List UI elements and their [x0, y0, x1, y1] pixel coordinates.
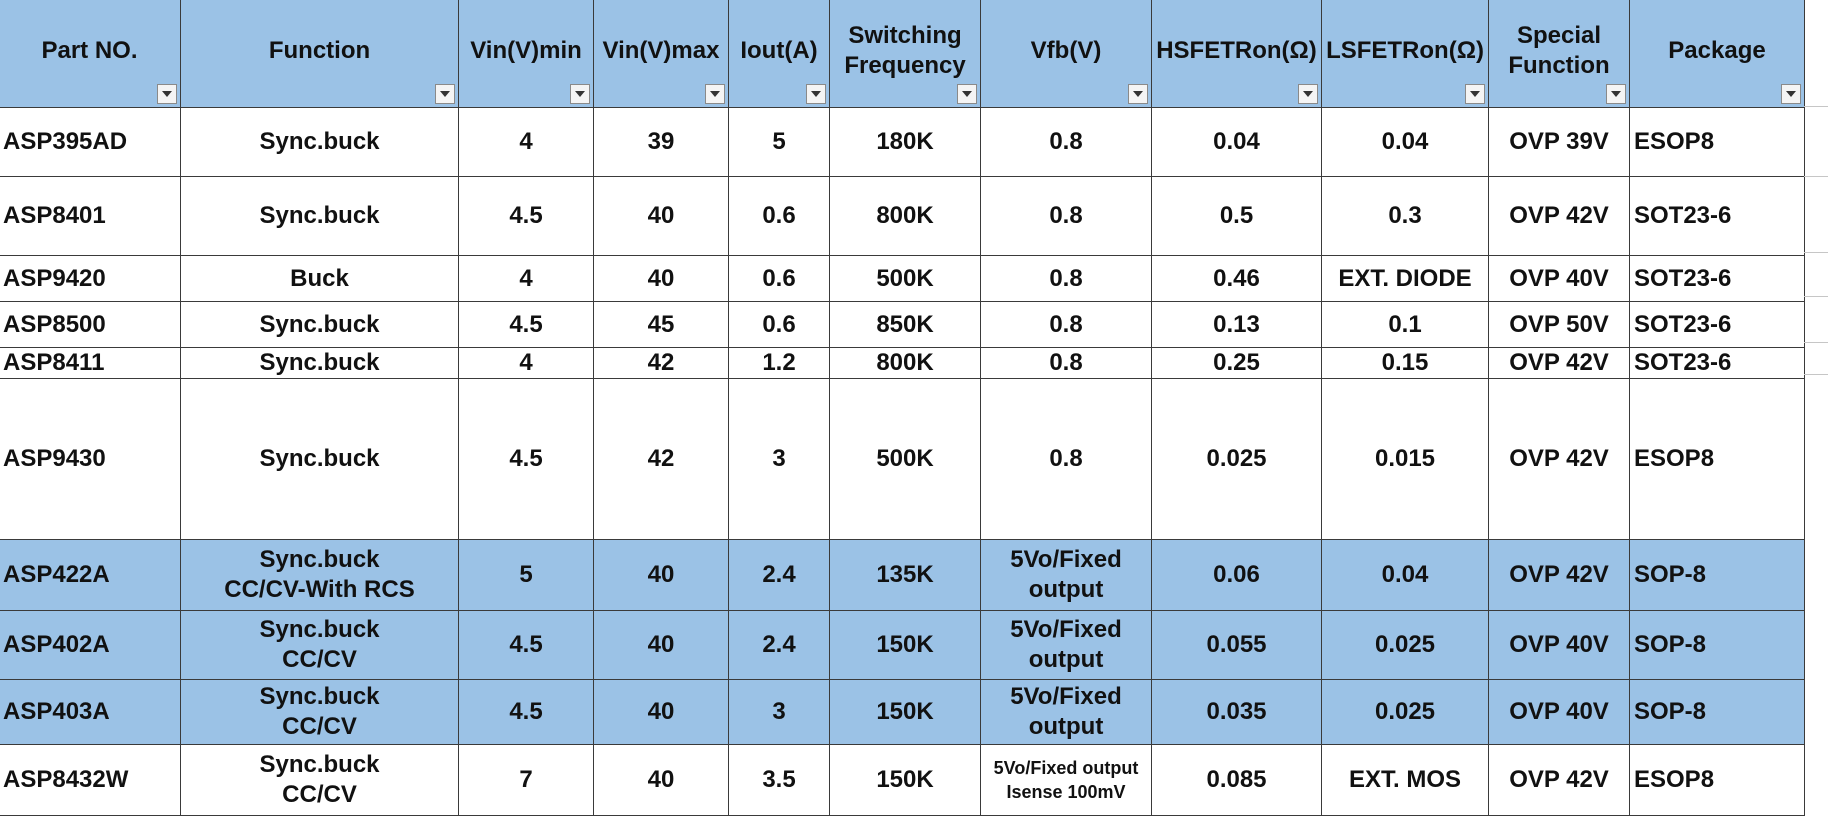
cell-lsfet-ron[interactable]: EXT. MOS — [1322, 745, 1489, 816]
column-label: Part NO. — [41, 37, 138, 64]
cell-lsfet-ron[interactable]: EXT. DIODE — [1322, 256, 1489, 302]
cell-package[interactable]: ESOP8 — [1630, 108, 1805, 177]
cell-package[interactable]: SOT23-6 — [1630, 302, 1805, 348]
column-label: Vin(V)min — [470, 37, 582, 64]
cell-hsfet-ron[interactable]: 0.035 — [1152, 680, 1322, 745]
gridline — [1804, 252, 1828, 253]
cell-special-function[interactable]: OVP 42V — [1489, 745, 1630, 816]
cell-vfb[interactable]: 0.8 — [981, 379, 1152, 540]
table-row — [0, 745, 1805, 816]
cell-vin-max[interactable]: 42 — [594, 348, 729, 379]
cell-hsfet-ron[interactable]: 0.06 — [1152, 540, 1322, 611]
cell-vin-max[interactable]: 39 — [594, 108, 729, 177]
cell-special-function[interactable]: OVP 50V — [1489, 302, 1630, 348]
cell-part-no[interactable]: ASP422A — [0, 540, 181, 611]
dropdown-arrow-icon[interactable] — [1606, 84, 1626, 104]
cell-part-no[interactable]: ASP8411 — [0, 348, 181, 379]
cell-special-function[interactable]: OVP 39V — [1489, 108, 1630, 177]
cell-switching-frequency[interactable]: 135K — [830, 540, 981, 611]
cell-vin-max[interactable]: 40 — [594, 177, 729, 256]
table-row — [0, 302, 1805, 348]
column-label: LSFETRon(Ω) — [1326, 37, 1484, 64]
column-label: Switching Frequency — [844, 22, 966, 79]
column-header-iout[interactable] — [729, 0, 830, 108]
cell-special-function[interactable]: OVP 42V — [1489, 379, 1630, 540]
cell-vfb[interactable]: 5Vo/Fixed output Isense 100mV — [981, 745, 1152, 816]
table-row — [0, 177, 1805, 256]
dropdown-arrow-icon[interactable] — [806, 84, 826, 104]
cell-package[interactable]: SOT23-6 — [1630, 177, 1805, 256]
cell-function[interactable]: Sync.buck CC/CV-With RCS — [181, 540, 459, 611]
cell-vfb[interactable]: 5Vo/Fixed output — [981, 680, 1152, 745]
gridline — [1804, 296, 1828, 297]
cell-special-function[interactable]: OVP 40V — [1489, 611, 1630, 680]
cell-lsfet-ron[interactable]: 0.1 — [1322, 302, 1489, 348]
dropdown-arrow-icon[interactable] — [1465, 84, 1485, 104]
cell-vin-max[interactable]: 40 — [594, 680, 729, 745]
cell-hsfet-ron[interactable]: 0.025 — [1152, 379, 1322, 540]
cell-vin-min[interactable]: 4.5 — [459, 379, 594, 540]
cell-vin-min[interactable]: 4 — [459, 108, 594, 177]
cell-hsfet-ron[interactable]: 0.055 — [1152, 611, 1322, 680]
cell-part-no[interactable]: ASP403A — [0, 680, 181, 745]
cell-iout[interactable]: 0.6 — [729, 177, 830, 256]
column-label: Vin(V)max — [602, 37, 720, 64]
table-row — [0, 108, 1805, 177]
cell-lsfet-ron[interactable]: 0.15 — [1322, 348, 1489, 379]
cell-iout[interactable]: 3.5 — [729, 745, 830, 816]
dropdown-arrow-icon[interactable] — [157, 84, 177, 104]
cell-switching-frequency[interactable]: 150K — [830, 680, 981, 745]
cell-vin-min[interactable]: 5 — [459, 540, 594, 611]
cell-hsfet-ron[interactable]: 0.13 — [1152, 302, 1322, 348]
cell-package[interactable]: SOP-8 — [1630, 680, 1805, 745]
cell-vin-min[interactable]: 4.5 — [459, 680, 594, 745]
cell-lsfet-ron[interactable]: 0.3 — [1322, 177, 1489, 256]
cell-package[interactable]: SOP-8 — [1630, 540, 1805, 611]
cell-part-no[interactable]: ASP8500 — [0, 302, 181, 348]
cell-vin-min[interactable]: 4.5 — [459, 177, 594, 256]
table-row — [0, 540, 1805, 611]
cell-special-function[interactable]: OVP 40V — [1489, 680, 1630, 745]
column-header-function[interactable] — [181, 0, 459, 108]
column-header-part-no[interactable] — [0, 0, 181, 108]
cell-vfb[interactable]: 0.8 — [981, 256, 1152, 302]
column-label: Package — [1668, 37, 1766, 64]
cell-package[interactable]: SOP-8 — [1630, 611, 1805, 680]
cell-function[interactable]: Sync.buck CC/CV — [181, 745, 459, 816]
column-header-hsfet-ron[interactable] — [1152, 0, 1322, 108]
cell-part-no[interactable]: ASP8432W — [0, 745, 181, 816]
cell-iout[interactable]: 0.6 — [729, 302, 830, 348]
cell-lsfet-ron[interactable]: 0.015 — [1322, 379, 1489, 540]
cell-vin-max[interactable]: 40 — [594, 745, 729, 816]
cell-part-no[interactable]: ASP9420 — [0, 256, 181, 302]
gridline — [1804, 342, 1828, 343]
cell-switching-frequency[interactable]: 500K — [830, 256, 981, 302]
cell-vfb[interactable]: 5Vo/Fixed output — [981, 540, 1152, 611]
cell-vin-max[interactable]: 40 — [594, 611, 729, 680]
cell-vfb[interactable]: 0.8 — [981, 177, 1152, 256]
cell-function[interactable]: Buck — [181, 256, 459, 302]
cell-hsfet-ron[interactable]: 0.5 — [1152, 177, 1322, 256]
cell-switching-frequency[interactable]: 500K — [830, 379, 981, 540]
cell-package[interactable]: SOT23-6 — [1630, 348, 1805, 379]
cell-iout[interactable]: 3 — [729, 379, 830, 540]
cell-iout[interactable]: 2.4 — [729, 540, 830, 611]
dropdown-arrow-icon[interactable] — [1781, 84, 1801, 104]
cell-iout[interactable]: 5 — [729, 108, 830, 177]
cell-lsfet-ron[interactable]: 0.025 — [1322, 680, 1489, 745]
column-header-special-function[interactable] — [1489, 0, 1630, 108]
cell-special-function[interactable]: OVP 40V — [1489, 256, 1630, 302]
cell-special-function[interactable]: OVP 42V — [1489, 540, 1630, 611]
cell-vfb[interactable]: 0.8 — [981, 348, 1152, 379]
column-header-vin-min[interactable] — [459, 0, 594, 108]
cell-lsfet-ron[interactable]: 0.04 — [1322, 108, 1489, 177]
dropdown-arrow-icon[interactable] — [570, 84, 590, 104]
cell-part-no[interactable]: ASP8401 — [0, 177, 181, 256]
cell-package[interactable]: ESOP8 — [1630, 745, 1805, 816]
cell-switching-frequency[interactable]: 800K — [830, 177, 981, 256]
column-label: Iout(A) — [740, 37, 818, 64]
header-row — [0, 0, 1805, 108]
cell-function[interactable]: Sync.buck — [181, 108, 459, 177]
gridline — [1804, 176, 1828, 177]
column-label: Function — [268, 37, 371, 64]
cell-vin-min[interactable]: 4.5 — [459, 611, 594, 680]
table-row — [0, 348, 1805, 379]
cell-switching-frequency[interactable]: 800K — [830, 348, 981, 379]
table-row — [0, 611, 1805, 680]
cell-part-no[interactable]: ASP402A — [0, 611, 181, 680]
cell-vfb[interactable]: 5Vo/Fixed output — [981, 611, 1152, 680]
cell-vin-min[interactable]: 4.5 — [459, 302, 594, 348]
cell-switching-frequency[interactable]: 850K — [830, 302, 981, 348]
dropdown-arrow-icon[interactable] — [1128, 84, 1148, 104]
cell-switching-frequency[interactable]: 150K — [830, 611, 981, 680]
column-header-package[interactable] — [1630, 0, 1805, 108]
cell-special-function[interactable]: OVP 42V — [1489, 177, 1630, 256]
cell-part-no[interactable]: ASP395AD — [0, 108, 181, 177]
dropdown-arrow-icon[interactable] — [435, 84, 455, 104]
dropdown-arrow-icon[interactable] — [1298, 84, 1318, 104]
cell-switching-frequency[interactable]: 180K — [830, 108, 981, 177]
cell-vin-min[interactable]: 4 — [459, 256, 594, 302]
cell-vin-max[interactable]: 40 — [594, 540, 729, 611]
cell-vfb[interactable]: 0.8 — [981, 302, 1152, 348]
dropdown-arrow-icon[interactable] — [705, 84, 725, 104]
cell-function[interactable]: Sync.buck — [181, 348, 459, 379]
table-row — [0, 379, 1805, 540]
column-header-vfb[interactable] — [981, 0, 1152, 108]
cell-lsfet-ron[interactable]: 0.04 — [1322, 540, 1489, 611]
cell-iout[interactable]: 1.2 — [729, 348, 830, 379]
cell-vin-max[interactable]: 42 — [594, 379, 729, 540]
cell-vin-max[interactable]: 40 — [594, 256, 729, 302]
cell-vin-max[interactable]: 45 — [594, 302, 729, 348]
cell-package[interactable]: SOT23-6 — [1630, 256, 1805, 302]
column-label: HSFETRon(Ω) — [1156, 37, 1317, 64]
cell-function[interactable]: Sync.buck — [181, 302, 459, 348]
table-row — [0, 256, 1805, 302]
column-label: Special Function — [1508, 22, 1610, 79]
cell-iout[interactable]: 2.4 — [729, 611, 830, 680]
column-header-lsfet-ron[interactable] — [1322, 0, 1489, 108]
column-header-switching-frequency[interactable] — [830, 0, 981, 108]
cell-special-function[interactable]: OVP 42V — [1489, 348, 1630, 379]
cell-lsfet-ron[interactable]: 0.025 — [1322, 611, 1489, 680]
cell-function[interactable]: Sync.buck — [181, 177, 459, 256]
cell-hsfet-ron[interactable]: 0.25 — [1152, 348, 1322, 379]
cell-vin-min[interactable]: 4 — [459, 348, 594, 379]
cell-vfb[interactable]: 0.8 — [981, 108, 1152, 177]
cell-function[interactable]: Sync.buck CC/CV — [181, 611, 459, 680]
cell-vin-min[interactable]: 7 — [459, 745, 594, 816]
cell-hsfet-ron[interactable]: 0.46 — [1152, 256, 1322, 302]
cell-function[interactable]: Sync.buck CC/CV — [181, 680, 459, 745]
cell-package[interactable]: ESOP8 — [1630, 379, 1805, 540]
cell-hsfet-ron[interactable]: 0.04 — [1152, 108, 1322, 177]
dropdown-arrow-icon[interactable] — [957, 84, 977, 104]
cell-iout[interactable]: 0.6 — [729, 256, 830, 302]
gridline — [1804, 106, 1828, 107]
cell-switching-frequency[interactable]: 150K — [830, 745, 981, 816]
gridline — [1804, 374, 1828, 375]
cell-iout[interactable]: 3 — [729, 680, 830, 745]
column-header-vin-max[interactable] — [594, 0, 729, 108]
cell-part-no[interactable]: ASP9430 — [0, 379, 181, 540]
cell-function[interactable]: Sync.buck — [181, 379, 459, 540]
cell-hsfet-ron[interactable]: 0.085 — [1152, 745, 1322, 816]
table-row — [0, 680, 1805, 745]
column-label: Vfb(V) — [1030, 37, 1102, 64]
